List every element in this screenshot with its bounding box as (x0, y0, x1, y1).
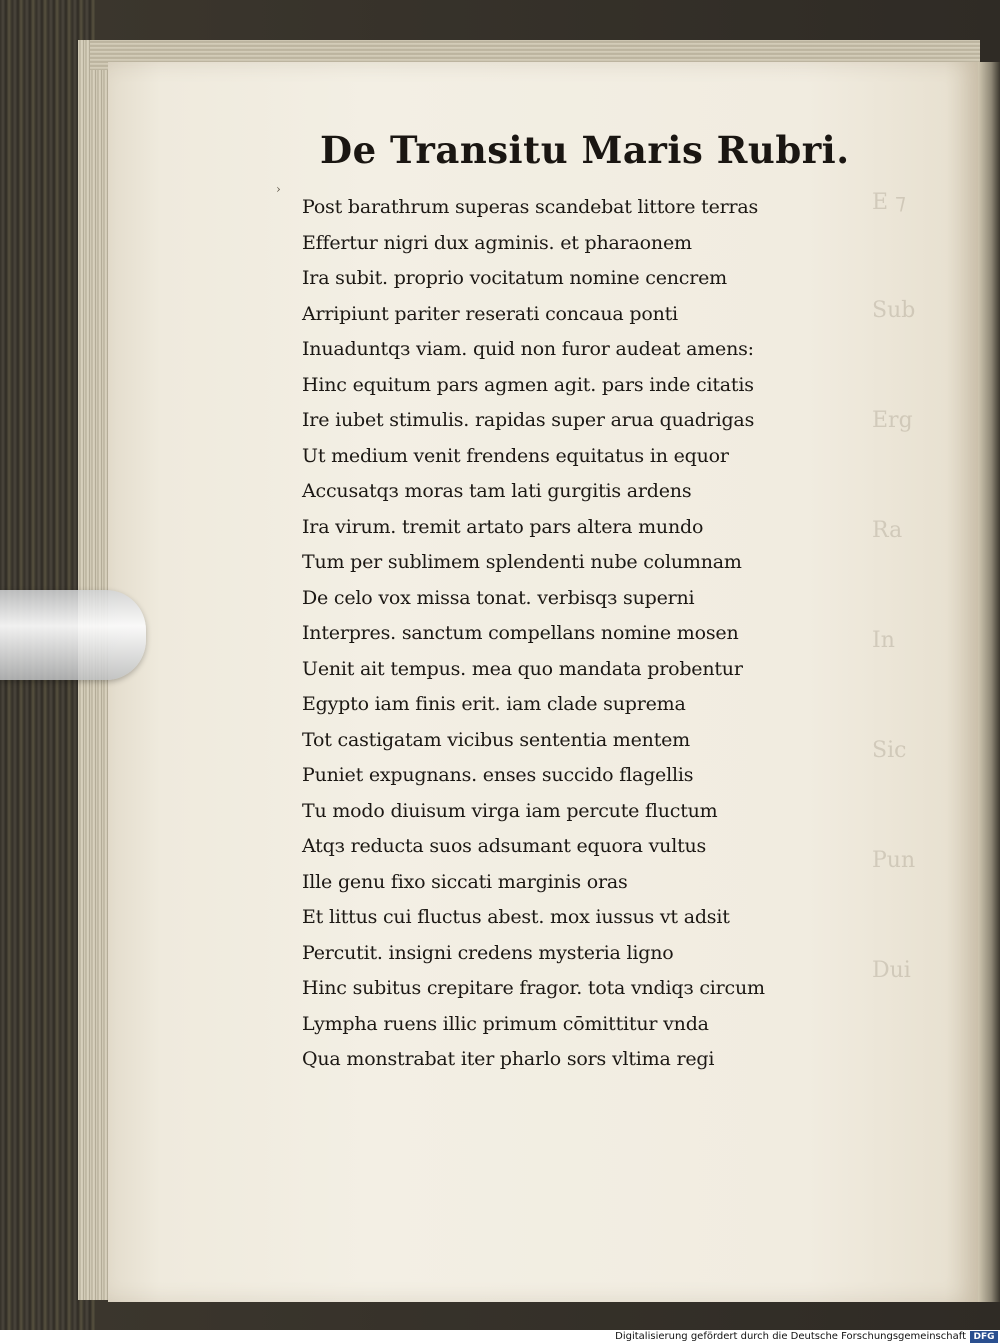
verse-line: Tot castigatam vicibus sententia mentem (302, 728, 690, 751)
verse-line: Ira virum. tremit artato pars altera mundo (302, 515, 704, 538)
verse-line: Tum per sublimem splendenti nube columnam (302, 551, 742, 573)
verse-line: Puniet expugnans. enses succido flagellis (302, 764, 694, 786)
show-through-text: E ⁊ (872, 190, 906, 215)
page-gutter-right (978, 62, 1000, 1302)
verse-line: Hinc subitus crepitare fragor. tota vndiqз circum (302, 977, 765, 999)
show-through-text: In (872, 628, 895, 653)
margin-mark: › (276, 182, 281, 196)
verse-line: Hinc equitum pars agmen agit. pars inde citatis (302, 373, 754, 396)
footer-bar (0, 1330, 1000, 1344)
verse-line: Atqз reducta suos adsumant equora vultus (302, 835, 707, 857)
show-through-text: Erg (872, 408, 913, 433)
verse-line: Interpres. sanctum compellans nomine mosen (302, 622, 739, 644)
verse-line: Et littus cui fluctus abest. mox iussus vt adsit (302, 906, 730, 928)
show-through-text: Sic (872, 738, 907, 763)
footer-credit: Digitalisierung gefördert durch die Deutsche Forschungsgemeinschaft (615, 1331, 966, 1342)
verse-line: Ut medium venit frendens equitatus in equor (302, 444, 729, 467)
verse-line: Lympha ruens illic primum cōmittitur vnda (302, 1012, 709, 1035)
verse-line: Ille genu fixo siccati marginis oras (302, 870, 628, 893)
verse-line: Ire iubet stimulis. rapidas super arua quadrigas (302, 409, 755, 431)
show-through-text: Ra (872, 518, 903, 543)
verse-line: Inuaduntqз viam. quid non furor audeat amens: (302, 338, 754, 360)
verse-line: Uenit ait tempus. mea quo mandata probentur (302, 657, 743, 680)
verse-line: Arripiunt pariter reserati concaua ponti (302, 302, 678, 325)
bookmark-strap (0, 590, 146, 680)
show-through-text: Pun (872, 848, 916, 873)
verse-line: De celo vox missa tonat. verbisqз superni (302, 586, 695, 609)
verse-line: Percutit. insigni credens mysteria ligno (302, 941, 674, 964)
show-through-text: Dui (872, 958, 911, 983)
verse-line: Egypto iam finis erit. iam clade suprema (302, 693, 686, 715)
verse-line: Post barathrum superas scandebat littore terras (302, 196, 759, 218)
verse-line: Ira subit. proprio vocitatum nomine cencrem (302, 267, 727, 289)
verse-line: Tu modo diuisum virga iam percute fluctum (302, 799, 718, 822)
verse-list (302, 190, 765, 1078)
verse-line: Qua monstrabat iter pharlo sors vltima regi (302, 1048, 715, 1070)
page-title: De Transitu Maris Rubri. (320, 128, 850, 172)
dfg-logo[interactable]: DFG (970, 1331, 998, 1343)
verse-line: Effertur nigri dux agminis. et pharaonem (302, 231, 692, 254)
verse-line: Accusatqз moras tam lati gurgitis ardens (302, 480, 692, 502)
show-through-text: Sub (872, 298, 916, 323)
